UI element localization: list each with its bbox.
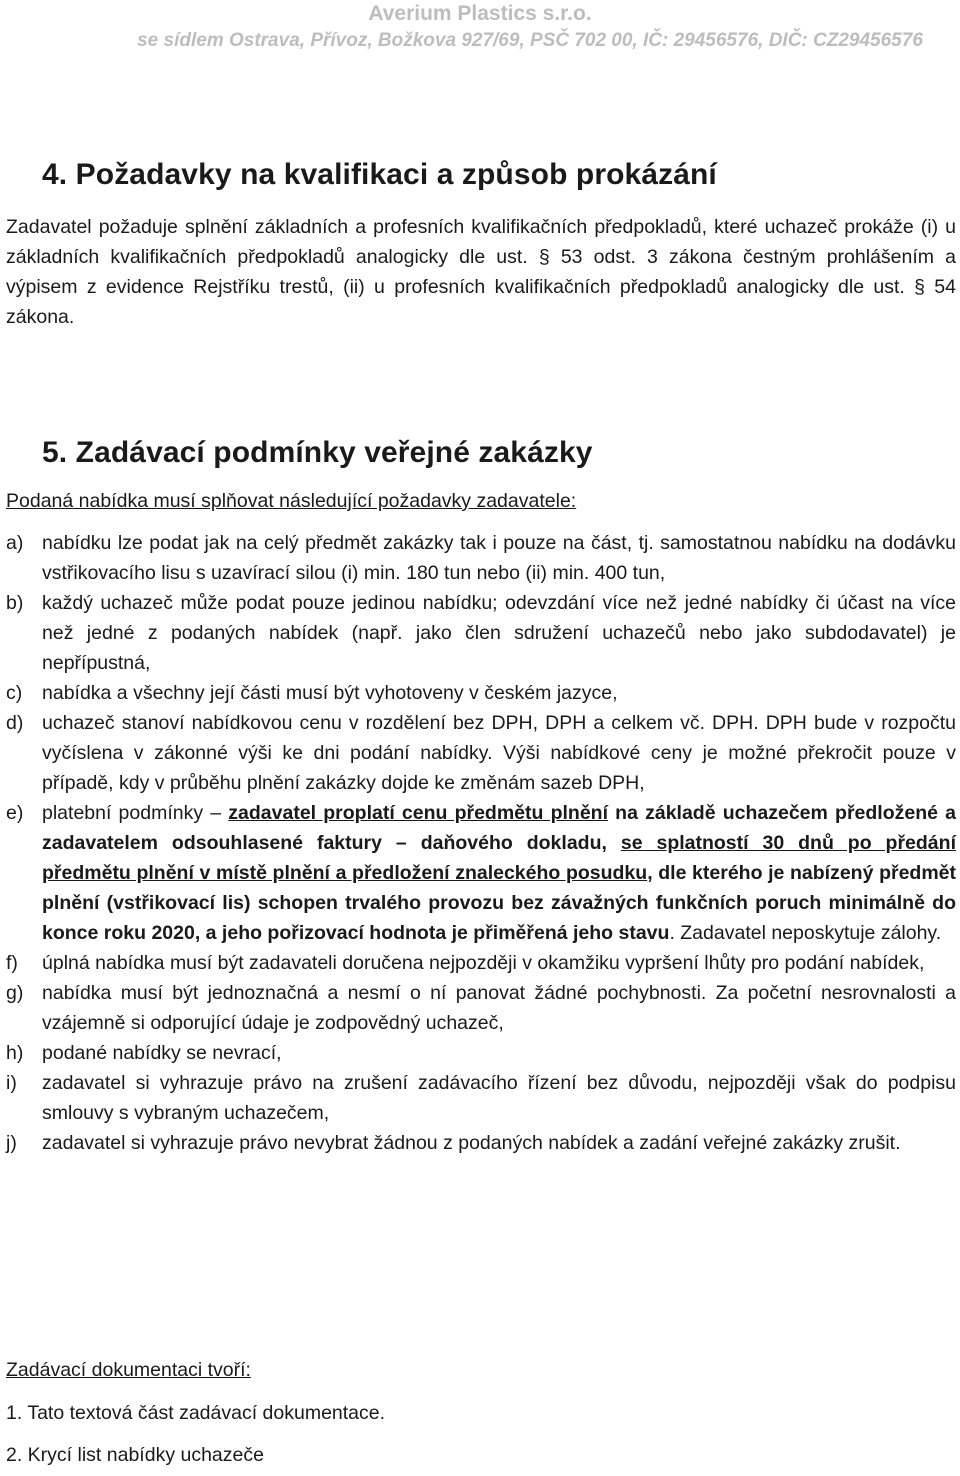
- list-item: [6, 1068, 956, 1128]
- section-5-intro: Podaná nabídka musí splňovat následující požadavky zadavatele:: [6, 490, 577, 512]
- list-marker: j): [6, 1132, 17, 1154]
- list-marker: b): [6, 592, 24, 614]
- list-item: [6, 978, 956, 1038]
- list-marker: c): [6, 682, 23, 704]
- company-name: Averium Plastics s.r.o.: [368, 2, 592, 25]
- list-marker: i): [6, 1072, 17, 1094]
- list-item-text: nabídku lze podat jak na celý předmět zakázky tak i pouze na část, tj. samostatnou nabídku na dodávku vstřikovacího lisu s uzavírací silou (i) min. 180 tun nebo (ii) min. 400 tun,: [42, 532, 956, 584]
- conditions-list: [6, 528, 956, 1158]
- list-marker: f): [6, 952, 18, 974]
- list-item-text: zadavatel si vyhrazuje právo nevybrat žádnou z podaných nabídek a zadání veřejné zakázky zrušit.: [42, 1132, 901, 1154]
- list-item-text: uchazeč stanoví nabídkovou cenu v rozdělení bez DPH, DPH a celkem vč. DPH. DPH bude v rozpočtu vyčíslena v zákonné výši ke dni podání nabídky. Výši nabídkové ceny je možné překročit pouze v případě, kdy v průběhu plnění zakázky dojde ke změnám sazeb DPH,: [42, 712, 956, 794]
- list-item-text: zadavatel si vyhrazuje právo na zrušení zadávacího řízení bez důvodu, nejpozději však do podpisu smlouvy s vybraným uchazečem,: [42, 1072, 956, 1124]
- list-item: [6, 528, 956, 588]
- documentation-list: [6, 1392, 385, 1476]
- section-5-title: 5. Zadávací podmínky veřejné zakázky: [42, 436, 593, 469]
- text-run: . Zadavatel neposkytuje zálohy.: [669, 922, 942, 944]
- text-run: , dle kterého je nabízený předmět plnění (vstřikovací lis) schopen trvalého provozu bez závažných funkčních poruch minimálně do konce roku 2020, a jeho pořizovací hodnota je přiměřená jeho stavu: [42, 862, 956, 944]
- list-item-text: nabídka a všechny její části musí být vyhotoveny v českém jazyce,: [42, 682, 618, 704]
- list-item: [6, 798, 956, 948]
- list-item: [6, 1038, 956, 1068]
- list-item-text: nabídka musí být jednoznačná a nesmí o ní panovat žádné pochybnosti. Za početní nesrovnalosti a vzájemně si odporující údaje je zodpovědný uchazeč,: [42, 982, 956, 1034]
- company-address: se sídlem Ostrava, Přívoz, Božkova 927/69, PSČ 702 00, IČ: 29456576, DIČ: CZ29456576: [137, 30, 923, 51]
- list-item-text: [42, 798, 956, 948]
- list-item-text: každý uchazeč může podat pouze jedinou nabídku; odevzdání více než jedné nabídky či účast na více než jedné z podaných nabídek (např. jako člen sdružení uchazečů nebo jako subdodavatel) je nepřípustná,: [42, 592, 956, 674]
- text-run: se splatností 30 dnů po předání předmětu plnění v místě plnění a předložení znaleckého posudku: [42, 832, 956, 884]
- list-item-text: úplná nabídka musí být zadavateli doručena nejpozději v okamžiku vypršení lhůty pro podání nabídek,: [42, 952, 925, 974]
- list-item: [6, 948, 956, 978]
- list-item: 2. Krycí list nabídky uchazeče: [6, 1444, 264, 1466]
- text-run: na základě uchazečem předložené a zadavatelem odsouhlasené faktury – daňového dokladu,: [42, 802, 956, 854]
- list-item-text: podané nabídky se nevrací,: [42, 1042, 282, 1064]
- list-marker: g): [6, 982, 24, 1004]
- list-item: [6, 678, 956, 708]
- list-marker: d): [6, 712, 24, 734]
- list-item: [6, 588, 956, 678]
- list-item: [6, 1128, 956, 1158]
- list-marker: a): [6, 532, 24, 554]
- text-run: platební podmínky –: [42, 802, 229, 824]
- page-header: [0, 0, 960, 54]
- list-item: 1. Tato textová část zadávací dokumentace.: [6, 1402, 386, 1424]
- text-run: zadavatel proplatí cenu předmětu plnění: [228, 802, 609, 824]
- list-marker: e): [6, 802, 24, 824]
- documentation-title: Zadávací dokumentaci tvoří:: [6, 1359, 251, 1381]
- list-marker: h): [6, 1042, 24, 1064]
- section-4-title: 4. Požadavky na kvalifikaci a způsob prokázání: [42, 158, 717, 191]
- list-item: [6, 708, 956, 798]
- section-4-body: Zadavatel požaduje splnění základních a profesních kvalifikačních předpokladů, které uchazeč prokáže (i) u základních kvalifikačních předpokladů analogicky dle ust. § 53 odst. 3 zákona čestným prohlášením a výpisem z evidence Rejstříku trestů, (ii) u profesních kvalifikačních předpokladů analogicky dle ust. § 54 zákona.: [6, 216, 956, 328]
